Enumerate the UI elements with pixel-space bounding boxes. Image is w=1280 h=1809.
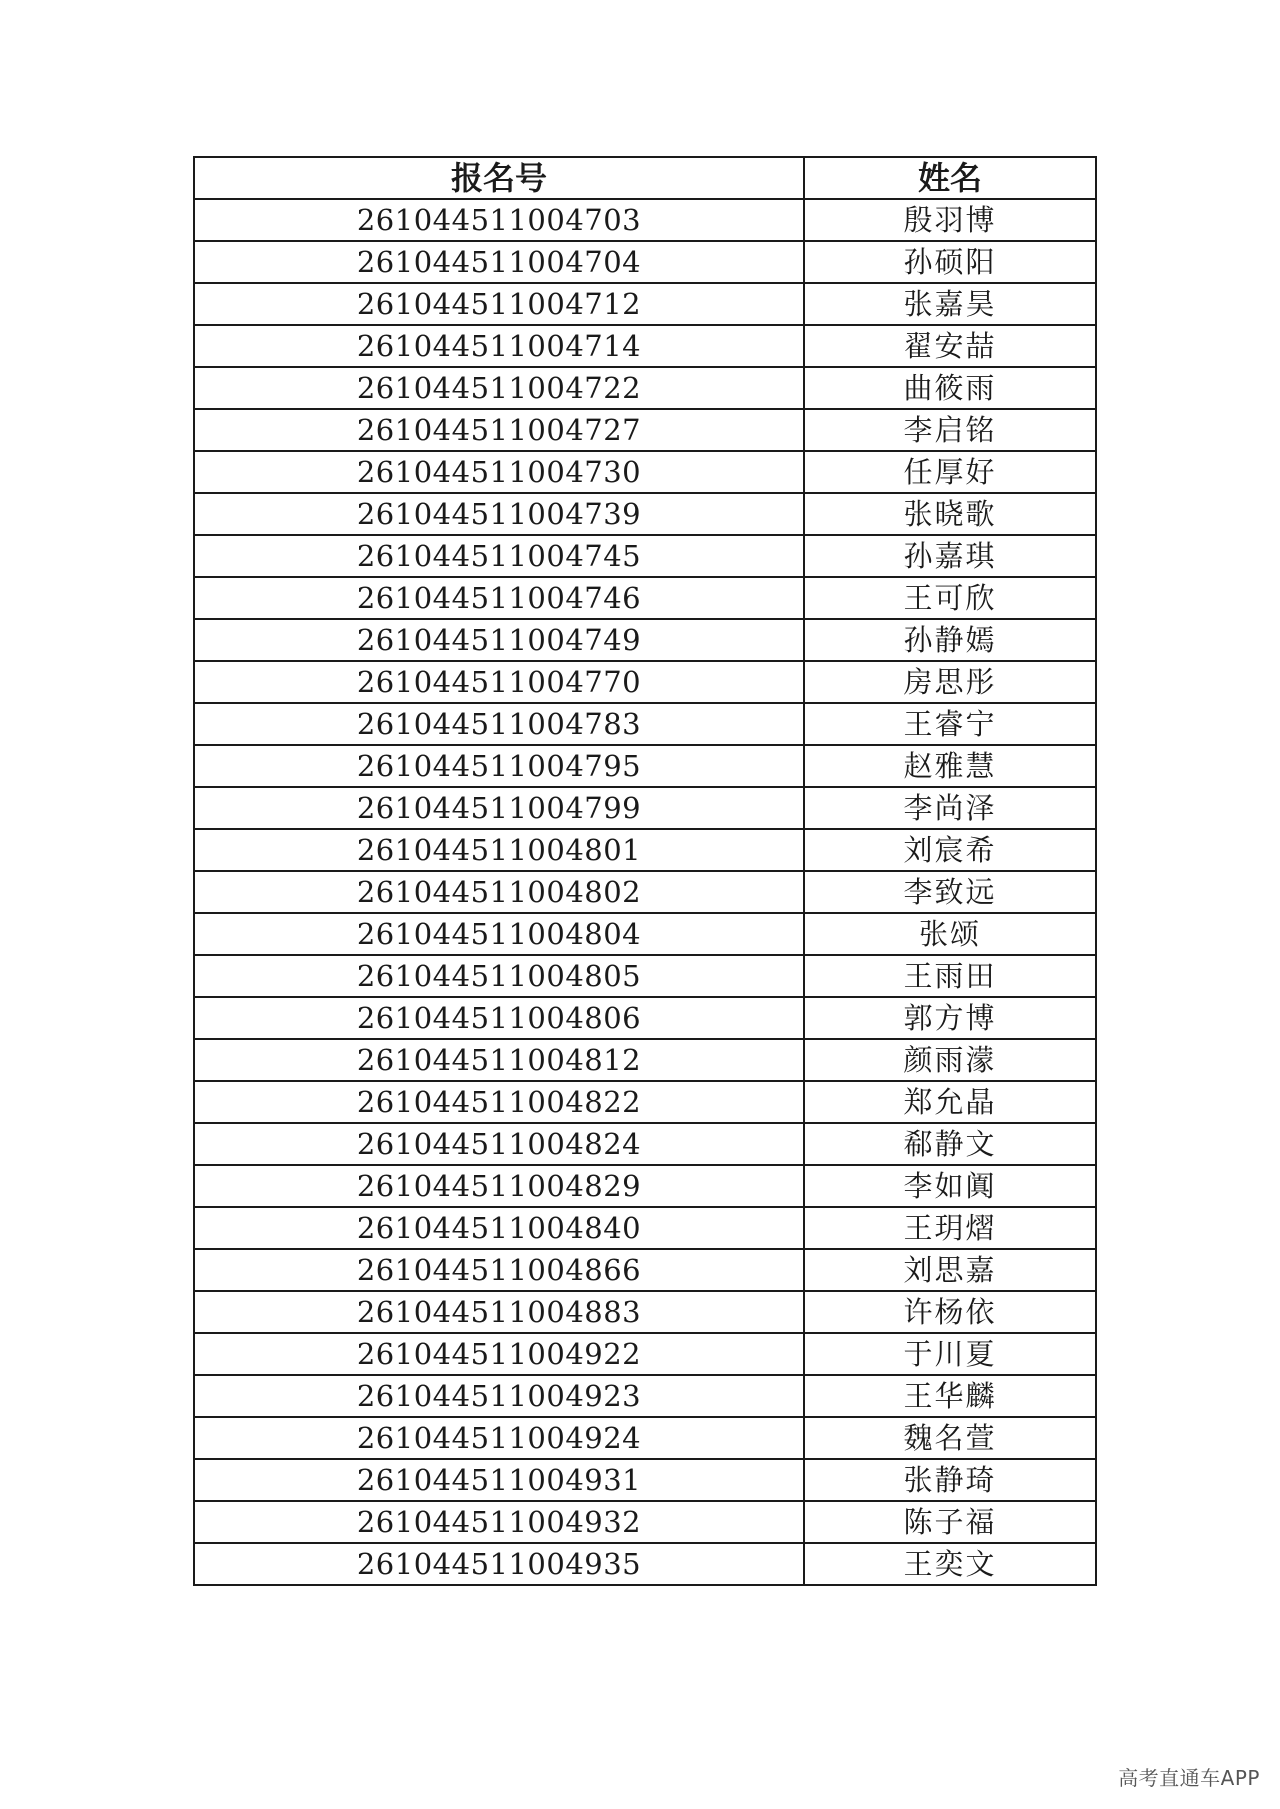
name-cell: 王奕文 — [804, 1543, 1096, 1585]
registration-number-cell: 261044511004746 — [194, 577, 804, 619]
table-row — [194, 1291, 1096, 1333]
table-row — [194, 1207, 1096, 1249]
table-row — [194, 367, 1096, 409]
name-cell: 张静琦 — [804, 1459, 1096, 1501]
table-row — [194, 1165, 1096, 1207]
registration-number-cell: 261044511004931 — [194, 1459, 804, 1501]
watermark-text: 高考直通车APP — [1118, 1766, 1260, 1790]
name-cell: 赵雅慧 — [804, 745, 1096, 787]
registration-number-cell: 261044511004923 — [194, 1375, 804, 1417]
registration-number-cell: 261044511004806 — [194, 997, 804, 1039]
registration-number-cell: 261044511004922 — [194, 1333, 804, 1375]
table-row — [194, 997, 1096, 1039]
table-row — [194, 199, 1096, 241]
table-row — [194, 1081, 1096, 1123]
registration-number-cell: 261044511004745 — [194, 535, 804, 577]
name-cell: 许杨依 — [804, 1291, 1096, 1333]
name-cell: 孙硕阳 — [804, 241, 1096, 283]
table-row — [194, 619, 1096, 661]
name-cell: 李启铭 — [804, 409, 1096, 451]
registration-number-cell: 261044511004727 — [194, 409, 804, 451]
registration-number-cell: 261044511004935 — [194, 1543, 804, 1585]
name-cell: 张颂 — [804, 913, 1096, 955]
registration-table — [193, 156, 1097, 1586]
table-row — [194, 1459, 1096, 1501]
registration-number-cell: 261044511004801 — [194, 829, 804, 871]
column-header-name: 姓名 — [804, 157, 1096, 199]
table-row — [194, 1123, 1096, 1165]
name-cell: 房思彤 — [804, 661, 1096, 703]
name-cell: 曲筱雨 — [804, 367, 1096, 409]
registration-number-cell: 261044511004783 — [194, 703, 804, 745]
name-cell: 郑允晶 — [804, 1081, 1096, 1123]
table-row — [194, 1417, 1096, 1459]
registration-number-cell: 261044511004704 — [194, 241, 804, 283]
name-cell: 王玥熠 — [804, 1207, 1096, 1249]
name-cell: 陈子福 — [804, 1501, 1096, 1543]
table-row — [194, 787, 1096, 829]
table-row — [194, 409, 1096, 451]
name-cell: 颜雨濛 — [804, 1039, 1096, 1081]
registration-number-cell: 261044511004770 — [194, 661, 804, 703]
table-row — [194, 283, 1096, 325]
name-cell: 王睿宁 — [804, 703, 1096, 745]
table-row — [194, 913, 1096, 955]
table-row — [194, 871, 1096, 913]
name-cell: 殷羽博 — [804, 199, 1096, 241]
table-row — [194, 1375, 1096, 1417]
registration-number-cell: 261044511004812 — [194, 1039, 804, 1081]
table-row — [194, 1333, 1096, 1375]
name-cell: 王可欣 — [804, 577, 1096, 619]
table-row — [194, 1249, 1096, 1291]
name-cell: 王华麟 — [804, 1375, 1096, 1417]
registration-number-cell: 261044511004924 — [194, 1417, 804, 1459]
registration-number-cell: 261044511004714 — [194, 325, 804, 367]
table-row — [194, 451, 1096, 493]
table-row — [194, 745, 1096, 787]
table-row — [194, 955, 1096, 997]
name-cell: 郗静文 — [804, 1123, 1096, 1165]
name-cell: 于川夏 — [804, 1333, 1096, 1375]
name-cell: 李如阗 — [804, 1165, 1096, 1207]
table-row — [194, 1501, 1096, 1543]
registration-number-cell: 261044511004712 — [194, 283, 804, 325]
name-cell: 王雨田 — [804, 955, 1096, 997]
name-cell: 翟安喆 — [804, 325, 1096, 367]
registration-number-cell: 261044511004739 — [194, 493, 804, 535]
name-cell: 任厚好 — [804, 451, 1096, 493]
registration-number-cell: 261044511004722 — [194, 367, 804, 409]
registration-number-cell: 261044511004824 — [194, 1123, 804, 1165]
registration-number-cell: 261044511004805 — [194, 955, 804, 997]
registration-number-cell: 261044511004802 — [194, 871, 804, 913]
name-cell: 郭方博 — [804, 997, 1096, 1039]
table-body — [194, 199, 1096, 1585]
table-row — [194, 493, 1096, 535]
registration-number-cell: 261044511004799 — [194, 787, 804, 829]
name-cell: 刘宸希 — [804, 829, 1096, 871]
registration-number-cell: 261044511004932 — [194, 1501, 804, 1543]
name-cell: 孙静嫣 — [804, 619, 1096, 661]
roster-document — [193, 156, 1095, 1586]
name-cell: 张晓歌 — [804, 493, 1096, 535]
registration-number-cell: 261044511004730 — [194, 451, 804, 493]
table-row — [194, 535, 1096, 577]
column-header-registration-number: 报名号 — [194, 157, 804, 199]
table-row — [194, 325, 1096, 367]
name-cell: 魏名萱 — [804, 1417, 1096, 1459]
registration-number-cell: 261044511004804 — [194, 913, 804, 955]
registration-number-cell: 261044511004703 — [194, 199, 804, 241]
name-cell: 刘思嘉 — [804, 1249, 1096, 1291]
table-row — [194, 1039, 1096, 1081]
table-row — [194, 661, 1096, 703]
registration-number-cell: 261044511004795 — [194, 745, 804, 787]
table-row — [194, 703, 1096, 745]
table-header-row — [194, 157, 1096, 199]
registration-number-cell: 261044511004840 — [194, 1207, 804, 1249]
table-row — [194, 241, 1096, 283]
table-row — [194, 577, 1096, 619]
table-row — [194, 829, 1096, 871]
name-cell: 张嘉昊 — [804, 283, 1096, 325]
name-cell: 李尚泽 — [804, 787, 1096, 829]
name-cell: 孙嘉琪 — [804, 535, 1096, 577]
registration-number-cell: 261044511004822 — [194, 1081, 804, 1123]
registration-number-cell: 261044511004749 — [194, 619, 804, 661]
name-cell: 李致远 — [804, 871, 1096, 913]
registration-number-cell: 261044511004866 — [194, 1249, 804, 1291]
registration-number-cell: 261044511004829 — [194, 1165, 804, 1207]
table-row — [194, 1543, 1096, 1585]
registration-number-cell: 261044511004883 — [194, 1291, 804, 1333]
